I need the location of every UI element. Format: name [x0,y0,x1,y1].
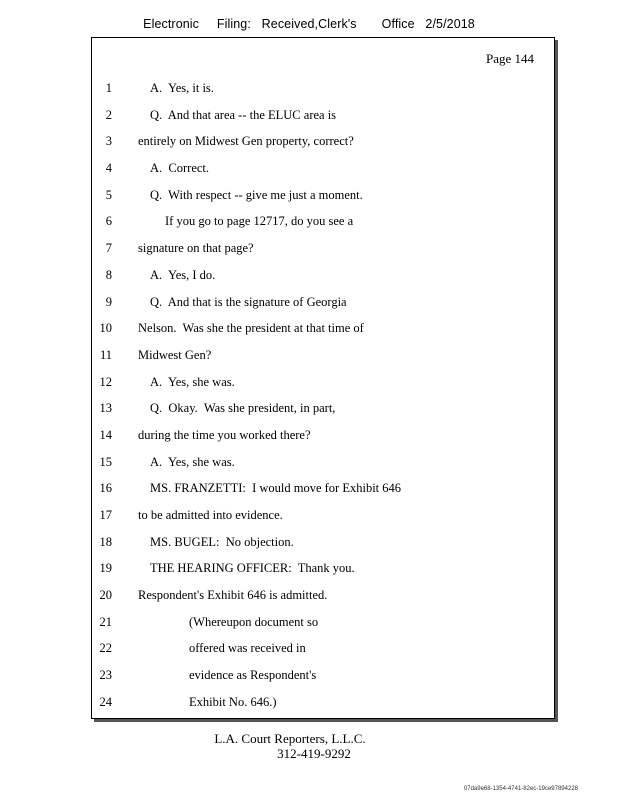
line-text: Respondent's Exhibit 646 is admitted. [138,588,328,603]
line-text: Q. And that is the signature of Georgia [150,294,347,309]
line-text: (Whereupon document so [189,614,319,629]
line-number: 21 [99,614,112,629]
transcript-line [92,396,554,423]
transcript-line [92,129,554,156]
line-text: Nelson. Was she the president at that time of [138,321,364,336]
transcript-line [92,530,554,557]
line-number: 12 [99,374,112,389]
line-number: 9 [105,294,112,309]
line-text: offered was received in [189,641,306,656]
line-text: MS. FRANZETTI: I would move for Exhibit 646 [150,481,402,496]
page-number: Page 144 [485,51,534,66]
line-number: 15 [99,454,112,469]
line-number: 14 [99,427,112,442]
line-text: entirely on Midwest Gen property, correct? [138,134,354,149]
transcript-line [92,476,554,503]
line-text: to be admitted into evidence. [138,508,283,522]
line-number: 17 [99,508,112,522]
transcript-line [92,76,554,103]
transcript-line [92,423,554,450]
line-text: A. Yes, she was. [150,374,235,389]
transcript-line [92,316,554,343]
transcript-line [92,556,554,583]
transcript-line [92,183,554,210]
line-number: 10 [99,321,112,336]
transcript-line [92,343,554,370]
transcript-lines [92,76,554,717]
line-number: 19 [99,561,112,576]
transcript-line [92,156,554,183]
line-text: Midwest Gen? [138,347,212,362]
line-number: 18 [99,534,112,549]
transcript-page [91,37,555,719]
line-number: 3 [105,134,112,149]
line-number: 5 [105,187,112,202]
line-number: 7 [105,241,112,256]
line-number: 22 [99,641,112,656]
court-reporter-phone: 312-419-9292 [277,746,351,761]
line-text: THE HEARING OFFICER: Thank you. [150,561,355,576]
transcript-line [92,690,554,717]
line-text: signature on that page? [138,241,254,256]
document-hash: 07da9e68-1354-4741-82ec-19ce97894228 [463,786,578,792]
line-text: A. Yes, she was. [150,454,235,469]
transcript-line [92,610,554,637]
transcript-line [92,290,554,317]
line-text: Exhibit No. 646.) [189,694,277,709]
transcript-line [92,503,554,530]
transcript-line [92,209,554,236]
line-number: 1 [105,81,112,95]
line-text: If you go to page 12717, do you see a [165,214,354,229]
line-text: MS. BUGEL: No objection. [150,534,294,549]
transcript-line [92,370,554,397]
line-number: 13 [99,401,112,416]
line-number: 8 [105,267,112,282]
transcript-line [92,263,554,290]
line-text: Q. And that area -- the ELUC area is [150,107,337,122]
transcript-line [92,663,554,690]
line-number: 16 [99,481,112,496]
transcript-line [92,236,554,263]
line-number: 24 [99,694,112,709]
court-reporter-name: L.A. Court Reporters, L.L.C. [214,731,366,746]
line-text: during the time you worked there? [138,427,311,442]
line-text: evidence as Respondent's [189,668,317,683]
line-number: 4 [105,161,112,176]
line-number: 6 [105,214,112,229]
transcript-line [92,450,554,477]
filing-stamp-header: Electronic Filing: Received,Clerk's Office 2/5/2018 [143,17,475,31]
line-text: Q. With respect -- give me just a moment. [150,187,363,202]
line-number: 20 [99,588,112,603]
transcript-line [92,103,554,130]
line-number: 2 [105,107,112,122]
line-text: A. Yes, it is. [150,81,214,95]
line-number: 23 [99,668,112,683]
line-text: A. Correct. [150,161,210,176]
line-text: Q. Okay. Was she president, in part, [150,401,336,416]
transcript-line [92,583,554,610]
line-number: 11 [99,347,112,362]
line-text: A. Yes, I do. [150,267,216,282]
transcript-line [92,636,554,663]
